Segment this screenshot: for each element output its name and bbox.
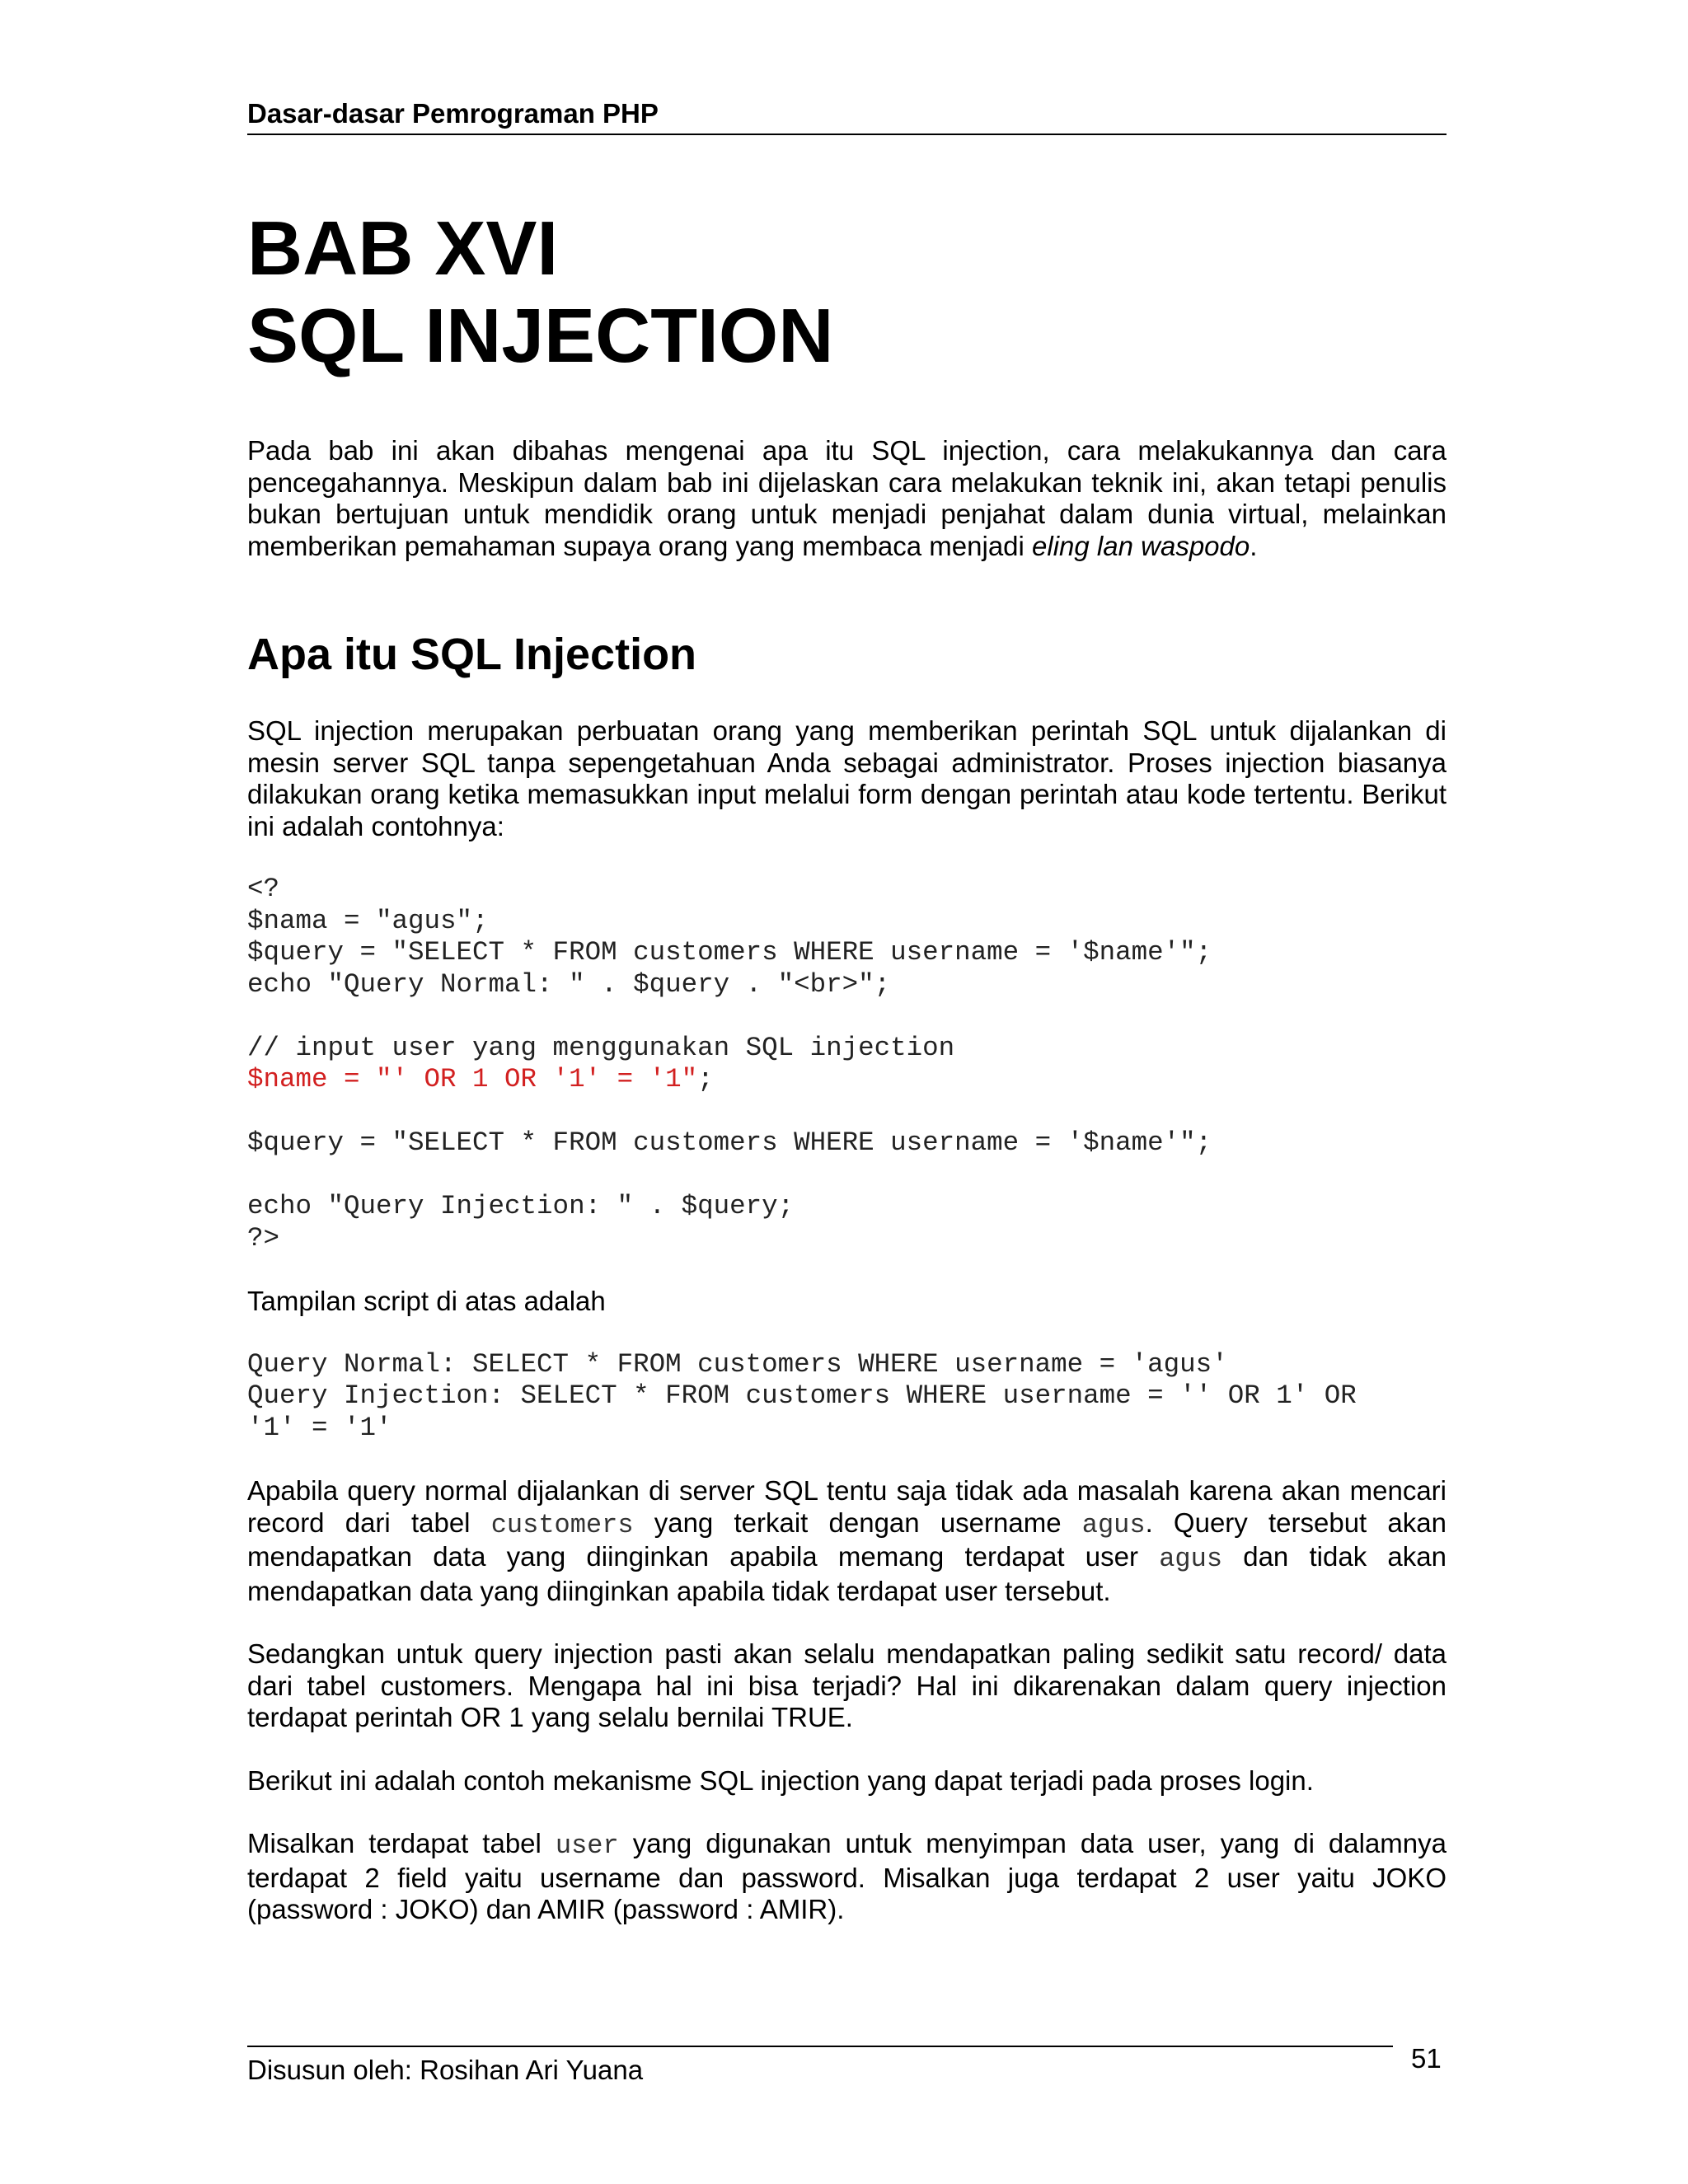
- para3-text-2: yang terkait dengan username: [633, 1507, 1082, 1538]
- para3-text-3: . Query tersebut akan mendapatkan data yang diinginkan apabila memang terdapat user: [247, 1507, 1447, 1572]
- chapter-name: SQL INJECTION: [247, 293, 834, 378]
- intro-paragraph: [247, 435, 1447, 562]
- section-paragraph-5: Berikut ini adalah contoh mekanisme SQL injection yang dapat terjadi pada proses login.: [247, 1765, 1314, 1796]
- code-part-1: <? $nama = "agus"; $query = "SELECT * FROM customers WHERE username = '$name'"; echo "Query Normal: " . $query . "<br>"; // input user yang menggunakan SQL injection: [247, 874, 1212, 1063]
- para6-text-1: Misalkan terdapat tabel: [247, 1828, 556, 1858]
- para3-text-4: dan tidak akan mendapatkan data yang diinginkan apabila tidak terdapat user tersebut.: [247, 1541, 1447, 1606]
- footer-divider: [247, 2046, 1393, 2047]
- section-paragraph-2: Tampilan script di atas adalah: [247, 1286, 606, 1316]
- section-paragraph-6: [247, 1828, 1447, 1926]
- code-block-output: Query Normal: SELECT * FROM customers WHERE username = 'agus' Query Injection: SELECT * FROM customers WHERE username = '' OR 1' OR '1' = '1': [247, 1348, 1357, 1443]
- main-content: [247, 435, 1447, 1926]
- code-part-2: ; $query = "SELECT * FROM customers WHERE username = '$name'"; echo "Query Injection: " . $query; ?>: [247, 1064, 1212, 1254]
- page-number: 51: [1411, 2043, 1442, 2074]
- chapter-title: [247, 204, 833, 379]
- code-block-php: [247, 874, 1447, 1254]
- running-header: Dasar-dasar Pemrograman PHP: [247, 97, 1447, 135]
- inline-code-user: user: [555, 1830, 619, 1861]
- code-injection-line: $name = "' OR 1 OR '1' = '1": [247, 1064, 698, 1094]
- intro-end: .: [1250, 530, 1258, 561]
- section-paragraph-3: [247, 1475, 1447, 1607]
- inline-code-customers: customers: [490, 1509, 634, 1540]
- para3-text-1: Apabila query normal dijalankan di server SQL tentu saja tidak ada masalah karena akan mencari record dari tabel: [247, 1475, 1447, 1538]
- inline-code-agus-2: agus: [1159, 1544, 1223, 1574]
- footer-author: Disusun oleh: Rosihan Ari Yuana: [247, 2055, 644, 2085]
- section-paragraph-4: Sedangkan untuk query injection pasti akan selalu mendapatkan paling sedikit satu record/ data dari tabel customers. Mengapa hal ini bisa terjadi? Hal ini dikarenakan dalam query injection terdapat perintah OR 1 yang selalu bernilai TRUE.: [247, 1638, 1447, 1732]
- section-paragraph-1: SQL injection merupakan perbuatan orang yang memberikan perintah SQL untuk dijalankan di mesin server SQL tanpa sepengetahuan Anda sebagai administrator. Proses injection biasanya dilakukan orang ketika memasukkan input melalui form dengan perintah atau kode tertentu. Berikut ini adalah contohnya:: [247, 715, 1447, 841]
- chapter-number: BAB XVI: [247, 205, 559, 291]
- inline-code-agus: agus: [1081, 1509, 1146, 1540]
- para6-text-2: yang digunakan untuk menyimpan data user, yang di dalamnya terdapat 2 field yaitu username dan password. Misalkan juga terdapat 2 user yaitu JOKO (password : JOKO) dan AMIR (password : AMIR).: [247, 1828, 1447, 1924]
- section-heading: Apa itu SQL Injection: [247, 630, 697, 679]
- intro-emphasis: eling lan waspodo: [1032, 530, 1250, 561]
- intro-text: Pada bab ini akan dibahas mengenai apa itu SQL injection, cara melakukannya dan cara pencegahannya. Meskipun dalam bab ini dijelaskan cara melakukan teknik ini, akan tetapi penulis bukan bertujuan untuk mendidik orang untuk menjadi penjahat dalam dunia virtual, melainkan memberikan pemahaman supaya orang yang membaca menjadi: [247, 435, 1447, 561]
